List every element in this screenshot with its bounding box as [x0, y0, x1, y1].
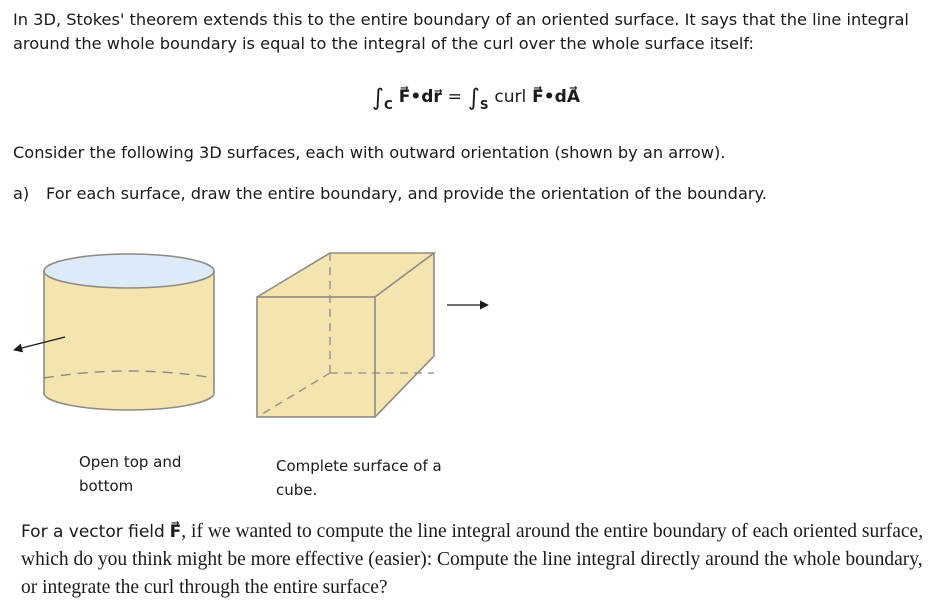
- cube: [257, 253, 488, 417]
- formula-rhs: F⃗•dA⃗: [532, 87, 580, 107]
- cylinder-caption: Open top and bottom: [79, 453, 182, 495]
- integral-symbol-left: ∫: [372, 85, 384, 111]
- cube-fill: [257, 253, 434, 417]
- intro-paragraph: In 3D, Stokes' theorem extends this to the entire boundary of an oriented surface. It says that the line integral around the whole boundary is equal to the integral of the curl over the whole surface itself:: [13, 10, 909, 53]
- cube-caption: Complete surface of a cube.: [276, 457, 442, 499]
- formula-equals: =: [447, 87, 462, 107]
- surfaces-figure: [0, 245, 520, 450]
- cylinder-top-opening: [44, 254, 214, 288]
- final-lead: For a vector field: [21, 522, 165, 542]
- formula-curl: curl: [494, 87, 527, 107]
- boundary-subscript: C: [383, 98, 393, 112]
- integral-symbol-right: ∫: [467, 85, 480, 111]
- question-label: a): [13, 184, 30, 203]
- consider-paragraph: Consider the following 3D surfaces, each with outward orientation (shown by an arrow).: [13, 143, 726, 162]
- question-text: For each surface, draw the entire boundary, and provide the orientation of the boundary.: [46, 184, 767, 203]
- formula-lhs: F⃗•dr⃗: [398, 87, 442, 107]
- surface-subscript: S: [479, 98, 489, 112]
- stokes-formula: [372, 85, 580, 112]
- open-cylinder: [14, 254, 214, 410]
- final-question: [21, 518, 936, 602]
- vector-field-symbol: F⃗: [169, 522, 182, 542]
- final-text: , if we wanted to compute the line integral around the entire boundary of each oriented surface, which do you think might be more effective (easier): Compute the line integral directly around the whole boundary, or integrate the curl through the entire surface?: [21, 521, 924, 598]
